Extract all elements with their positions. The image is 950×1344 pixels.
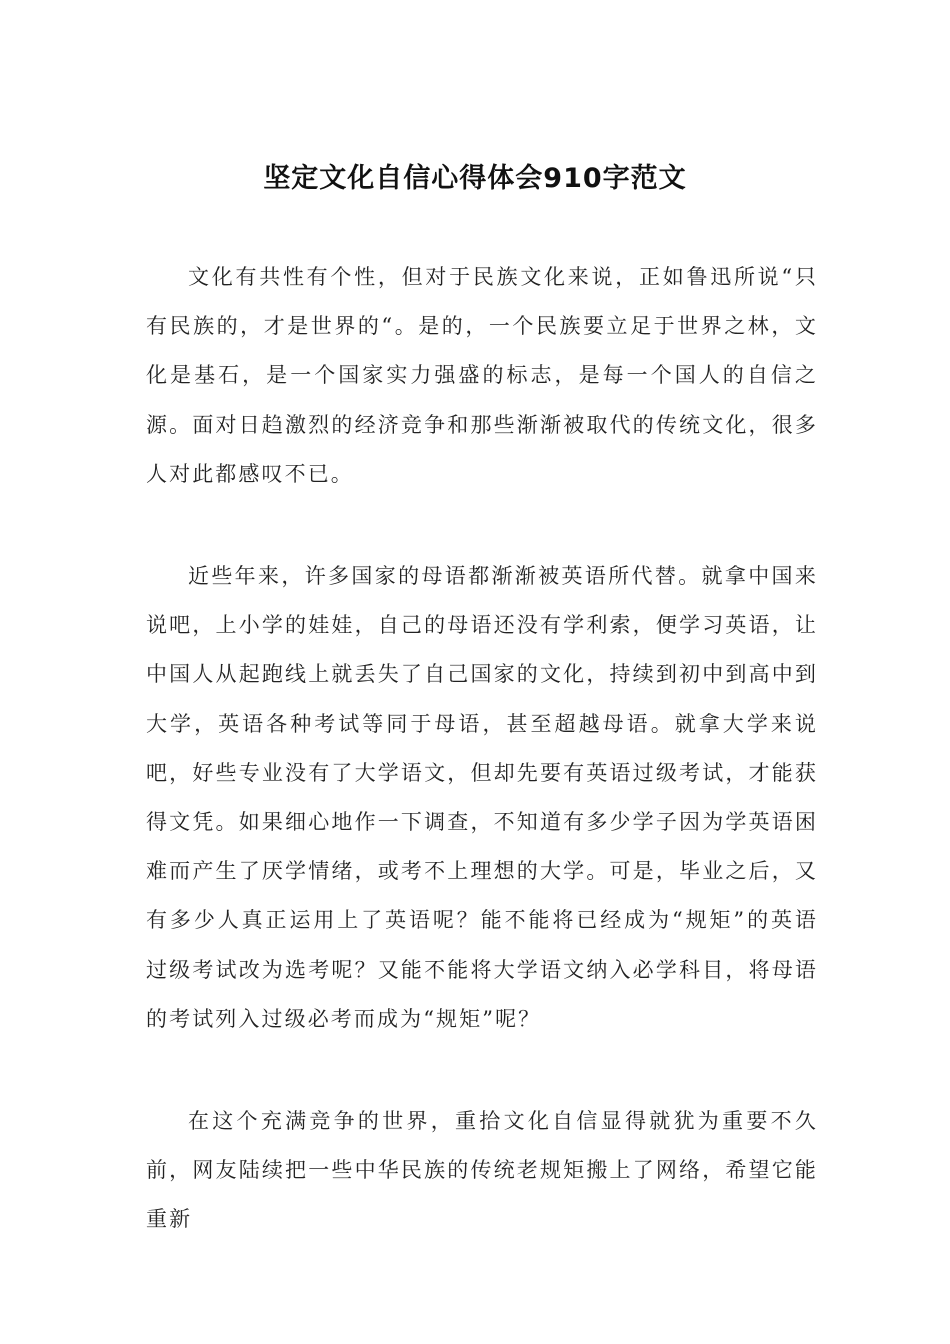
paragraph-3: 在这个充满竞争的世界，重拾文化自信显得就犹为重要不久前，网友陆续把一些中华民族的传统老规矩搬上了网络，希望它能重新 (146, 1109, 818, 1232)
paragraph-1: 文化有共性有个性，但对于民族文化来说，正如鲁迅所说“只有民族的，才是世界的“。是的，一个民族要立足于世界之林，文化是基石，是一个国家实力强盛的标志，是每一个国人的自信之源。面对日趋激烈的经济竞争和那些渐渐被取代的传统文化，很多人对此都感叹不已。 (146, 265, 818, 486)
paragraph-2: 近些年来，许多国家的母语都渐渐被英语所代替。就拿中国来说吧，上小学的娃娃，自己的母语还没有学利索，便学习英语，让中国人从起跑线上就丢失了自己国家的文化，持续到初中到高中到大学，英语各种考试等同于母语，甚至超越母语。就拿大学来说吧，好些专业没有了大学语文，但却先要有英语过级考试，才能获得文凭。如果细心地作一下调查，不知道有多少学子因为学英语困难而产生了厌学情绪，或考不上理想的大学。可是，毕业之后，又有多少人真正运用上了英语呢？能不能将已经成为“规矩”的英语过级考试改为选考呢？又能不能将大学语文纳入必学科目，将母语的考试列入过级必考而成为“规矩”呢？ (146, 564, 818, 1031)
page-title: 坚定文化自信心得体会910字范文 (263, 163, 687, 194)
